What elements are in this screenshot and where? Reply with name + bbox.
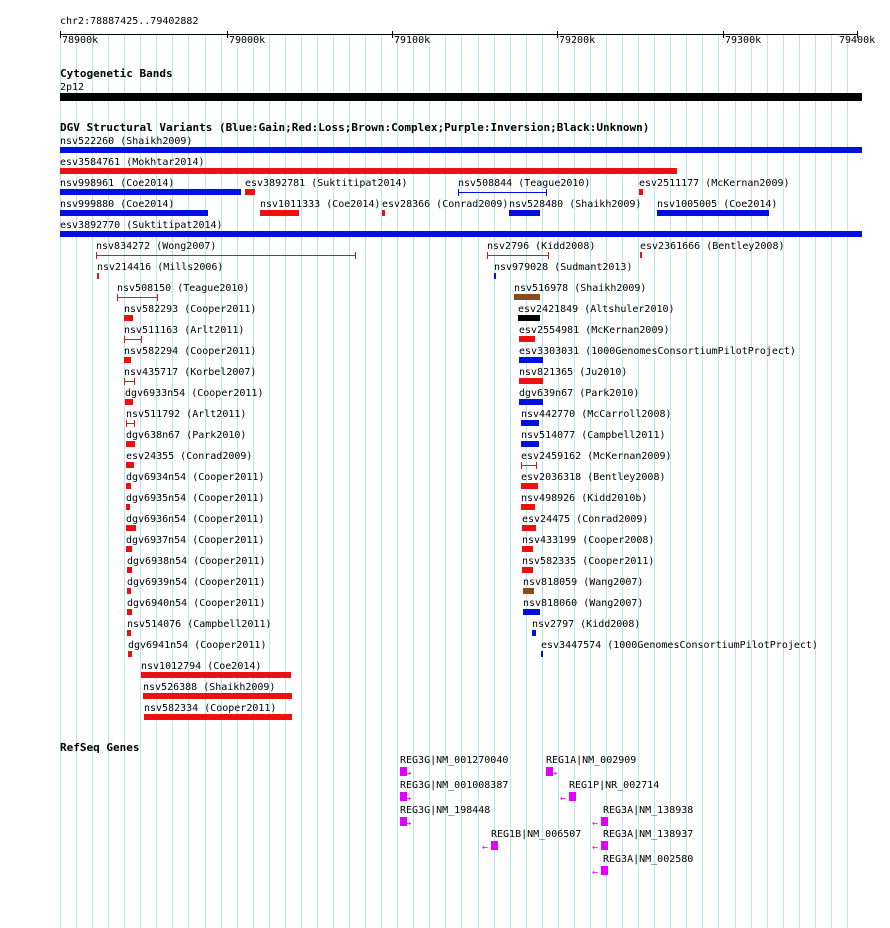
variant-label[interactable]: nsv1011333 (Coe2014) — [260, 199, 381, 210]
variant-label[interactable]: dgv6937n54 (Cooper2011) — [126, 535, 265, 546]
gene-label[interactable]: REG3G|NM_198448 — [400, 805, 491, 816]
interval-end-cap — [134, 420, 135, 427]
gene-label[interactable]: REG1A|NM_002909 — [546, 755, 637, 766]
gene-label[interactable]: REG3A|NM_002580 — [603, 854, 694, 865]
gene-label[interactable]: REG3A|NM_138937 — [603, 829, 694, 840]
strand-forward-arrow-icon: → — [405, 768, 412, 779]
variant-bar[interactable] — [60, 210, 208, 216]
variant-bar[interactable] — [127, 609, 132, 615]
variant-bar[interactable] — [640, 252, 642, 258]
ruler-tick-label: 79000k — [229, 35, 266, 46]
variant-bar[interactable] — [126, 546, 132, 552]
coordinate-range: chr2:78887425..79402882 — [60, 16, 199, 27]
grid-line — [831, 34, 832, 928]
interval-start-cap — [124, 378, 125, 385]
variant-label[interactable]: nsv516978 (Shaikh2009) — [514, 283, 647, 294]
gene-label[interactable]: REG1P|NR_002714 — [569, 780, 660, 791]
interval-end-cap — [141, 336, 142, 343]
variant-bar[interactable] — [260, 210, 299, 216]
strand-reverse-arrow-icon: ← — [482, 842, 489, 853]
variant-label[interactable]: nsv435717 (Korbel2007) — [124, 367, 257, 378]
variant-bar[interactable] — [519, 336, 535, 342]
ruler-tick-label: 79400k — [839, 35, 876, 46]
variant-bar[interactable] — [382, 210, 385, 216]
variant-label[interactable]: nsv582294 (Cooper2011) — [124, 346, 257, 357]
variant-bar[interactable] — [60, 231, 862, 237]
interval-end-cap — [546, 189, 547, 196]
variant-interval[interactable] — [458, 192, 547, 193]
variant-label[interactable]: nsv1012794 (Coe2014) — [141, 661, 262, 672]
variant-label[interactable]: nsv821365 (Ju2010) — [519, 367, 628, 378]
variant-bar[interactable] — [127, 630, 131, 636]
variant-label[interactable]: nsv498926 (Kidd2010b) — [521, 493, 648, 504]
variant-label[interactable]: dgv638n67 (Park2010) — [126, 430, 247, 441]
cytoband-track-title: Cytogenetic Bands — [60, 67, 173, 80]
variant-bar[interactable] — [143, 693, 292, 699]
variant-bar[interactable] — [523, 588, 534, 594]
variant-bar[interactable] — [657, 210, 769, 216]
ruler-tick — [723, 31, 724, 38]
variant-label[interactable]: nsv442770 (McCarroll2008) — [521, 409, 672, 420]
variant-label[interactable]: nsv2797 (Kidd2008) — [532, 619, 641, 630]
variant-bar[interactable] — [60, 147, 862, 153]
cytoband-label: 2p12 — [60, 82, 85, 93]
strand-reverse-arrow-icon: ← — [592, 842, 599, 853]
gene-exon[interactable] — [601, 866, 608, 875]
grid-line — [799, 34, 800, 928]
strand-reverse-arrow-icon: ← — [592, 867, 599, 878]
strand-forward-arrow-icon: → — [405, 818, 412, 829]
variant-label[interactable]: esv2459162 (McKernan2009) — [521, 451, 672, 462]
interval-start-cap — [521, 462, 522, 469]
variant-label[interactable]: esv2421849 (Altshuler2010) — [518, 304, 675, 315]
variant-label[interactable]: nsv582334 (Cooper2011) — [144, 703, 277, 714]
gene-exon[interactable] — [601, 841, 608, 850]
variant-bar[interactable] — [521, 483, 538, 489]
variant-interval[interactable] — [124, 339, 142, 340]
gene-label[interactable]: REG3A|NM_138938 — [603, 805, 694, 816]
ruler-tick — [227, 31, 228, 38]
ruler-tick-label: 79300k — [725, 35, 762, 46]
variant-bar[interactable] — [97, 273, 99, 279]
grid-line — [767, 34, 768, 928]
variant-label[interactable]: nsv511792 (Arlt2011) — [126, 409, 247, 420]
variant-bar[interactable] — [532, 630, 536, 636]
variant-label[interactable]: esv3447574 (1000GenomesConsortiumPilotProject) — [541, 640, 818, 651]
variant-label[interactable]: nsv818060 (Wang2007) — [523, 598, 644, 609]
interval-end-cap — [157, 294, 158, 301]
ruler-tick — [60, 31, 61, 38]
variant-label[interactable]: esv2036318 (Bentley2008) — [521, 472, 666, 483]
variant-bar[interactable] — [141, 672, 291, 678]
variant-label[interactable]: esv2511177 (McKernan2009) — [639, 178, 790, 189]
variant-label[interactable]: nsv508150 (Teague2010) — [117, 283, 250, 294]
variant-label[interactable]: esv3892770 (Suktitipat2014) — [60, 220, 223, 231]
variant-label[interactable]: dgv6941n54 (Cooper2011) — [128, 640, 267, 651]
variant-label[interactable]: esv2361666 (Bentley2008) — [640, 241, 785, 252]
variant-label[interactable]: nsv511163 (Arlt2011) — [124, 325, 245, 336]
variant-bar[interactable] — [125, 399, 133, 405]
ruler-tick-label: 78900k — [62, 35, 99, 46]
gene-exon[interactable] — [569, 792, 576, 801]
variant-bar[interactable] — [522, 567, 533, 573]
cytoband-bar[interactable] — [60, 93, 862, 101]
variant-bar[interactable] — [60, 168, 677, 174]
variant-bar[interactable] — [514, 294, 540, 300]
variant-label[interactable]: nsv526388 (Shaikh2009) — [143, 682, 276, 693]
grid-line — [686, 34, 687, 928]
interval-end-cap — [134, 378, 135, 385]
variant-label[interactable]: nsv998961 (Coe2014) — [60, 178, 175, 189]
interval-end-cap — [355, 252, 356, 259]
variant-bar[interactable] — [126, 525, 136, 531]
ruler-tick — [557, 31, 558, 38]
variant-label[interactable]: dgv6940n54 (Cooper2011) — [127, 598, 266, 609]
variant-label[interactable]: nsv528480 (Shaikh2009) — [509, 199, 642, 210]
variant-bar[interactable] — [245, 189, 255, 195]
variant-label[interactable]: nsv582335 (Cooper2011) — [522, 556, 655, 567]
interval-start-cap — [117, 294, 118, 301]
variant-bar[interactable] — [127, 588, 131, 594]
variant-bar[interactable] — [639, 189, 643, 195]
variant-bar[interactable] — [522, 546, 533, 552]
variant-label[interactable]: nsv834272 (Wong2007) — [96, 241, 217, 252]
grid-line — [847, 34, 848, 928]
variant-label[interactable]: dgv6938n54 (Cooper2011) — [127, 556, 266, 567]
variant-bar[interactable] — [494, 273, 496, 279]
gene-exon[interactable] — [601, 817, 608, 826]
interval-start-cap — [126, 420, 127, 427]
strand-forward-arrow-icon: → — [405, 793, 412, 804]
variant-bar[interactable] — [521, 504, 535, 510]
ruler-tick-label: 79100k — [394, 35, 431, 46]
gene-label[interactable]: REG3G|NM_001270040 — [400, 755, 509, 766]
variant-label[interactable]: nsv999880 (Coe2014) — [60, 199, 175, 210]
variant-label[interactable]: esv3303031 (1000GenomesConsortiumPilotProject) — [519, 346, 796, 357]
variant-label[interactable]: nsv1005005 (Coe2014) — [657, 199, 778, 210]
variant-bar[interactable] — [60, 189, 241, 195]
variant-label[interactable]: dgv639n67 (Park2010) — [519, 388, 640, 399]
variant-bar[interactable] — [126, 483, 131, 489]
refseq-track-title: RefSeq Genes — [60, 741, 140, 754]
variant-interval[interactable] — [126, 423, 135, 424]
strand-reverse-arrow-icon: ← — [560, 793, 567, 804]
variant-label[interactable]: nsv2796 (Kidd2008) — [487, 241, 596, 252]
variant-label[interactable]: esv3584761 (Mokhtar2014) — [60, 157, 205, 168]
variant-label[interactable]: nsv508844 (Teague2010) — [458, 178, 591, 189]
variant-bar[interactable] — [509, 210, 540, 216]
variant-interval[interactable] — [521, 465, 537, 466]
strand-reverse-arrow-icon: ← — [592, 818, 599, 829]
variant-bar[interactable] — [522, 525, 536, 531]
variant-label[interactable]: dgv6939n54 (Cooper2011) — [127, 577, 266, 588]
variant-bar[interactable] — [523, 609, 540, 615]
interval-start-cap — [96, 252, 97, 259]
variant-label[interactable]: esv24475 (Conrad2009) — [522, 514, 649, 525]
variant-label[interactable]: dgv6936n54 (Cooper2011) — [126, 514, 265, 525]
variant-bar[interactable] — [519, 399, 543, 405]
strand-forward-arrow-icon: → — [551, 768, 558, 779]
variant-bar[interactable] — [127, 567, 132, 573]
variant-label[interactable]: dgv6934n54 (Cooper2011) — [126, 472, 265, 483]
variant-bar[interactable] — [519, 378, 543, 384]
grid-line — [751, 34, 752, 928]
gene-exon[interactable] — [491, 841, 498, 850]
grid-line — [815, 34, 816, 928]
variant-label[interactable]: dgv6935n54 (Cooper2011) — [126, 493, 265, 504]
interval-end-cap — [536, 462, 537, 469]
variant-interval[interactable] — [117, 297, 158, 298]
variant-bar[interactable] — [144, 714, 292, 720]
variant-label[interactable]: esv24355 (Conrad2009) — [126, 451, 253, 462]
variant-bar[interactable] — [128, 651, 132, 657]
variant-label[interactable]: nsv514077 (Campbell2011) — [521, 430, 666, 441]
variant-label[interactable]: esv28366 (Conrad2009) — [382, 199, 509, 210]
variant-bar[interactable] — [126, 441, 135, 447]
variant-label[interactable]: nsv433199 (Cooper2008) — [522, 535, 655, 546]
variant-interval[interactable] — [124, 381, 135, 382]
variant-label[interactable]: nsv582293 (Cooper2011) — [124, 304, 257, 315]
variant-bar[interactable] — [541, 651, 543, 657]
gene-label[interactable]: REG1B|NM_006507 — [491, 829, 582, 840]
variant-label[interactable]: dgv6933n54 (Cooper2011) — [125, 388, 264, 399]
gene-label[interactable]: REG3G|NM_001008387 — [400, 780, 509, 791]
variant-interval[interactable] — [96, 255, 356, 256]
variant-interval[interactable] — [487, 255, 549, 256]
variant-bar[interactable] — [126, 462, 134, 468]
grid-line — [702, 34, 703, 928]
variant-label[interactable]: nsv522260 (Shaikh2009) — [60, 136, 193, 147]
ruler-tick-label: 79200k — [559, 35, 596, 46]
interval-end-cap — [548, 252, 549, 259]
variant-label[interactable]: nsv214416 (Mills2006) — [97, 262, 224, 273]
variant-label[interactable]: nsv514076 (Campbell2011) — [127, 619, 272, 630]
interval-start-cap — [458, 189, 459, 196]
ruler-tick — [392, 31, 393, 38]
variant-label[interactable]: nsv818059 (Wang2007) — [523, 577, 644, 588]
interval-start-cap — [487, 252, 488, 259]
variant-bar[interactable] — [521, 441, 539, 447]
variant-bar[interactable] — [124, 315, 133, 321]
grid-line — [718, 34, 719, 928]
grid-line — [783, 34, 784, 928]
interval-start-cap — [124, 336, 125, 343]
grid-line — [735, 34, 736, 928]
variant-bar[interactable] — [519, 357, 543, 363]
variant-label[interactable]: esv3892781 (Suktitipat2014) — [245, 178, 408, 189]
dgv-track-title: DGV Structural Variants (Blue:Gain;Red:Loss;Brown:Complex;Purple:Inversion;Black:Unknown) — [60, 121, 650, 134]
variant-bar[interactable] — [126, 504, 130, 510]
variant-label[interactable]: esv2554981 (McKernan2009) — [519, 325, 670, 336]
variant-bar[interactable] — [518, 315, 540, 321]
variant-bar[interactable] — [124, 357, 131, 363]
variant-label[interactable]: nsv979028 (Sudmant2013) — [494, 262, 633, 273]
variant-bar[interactable] — [521, 420, 539, 426]
